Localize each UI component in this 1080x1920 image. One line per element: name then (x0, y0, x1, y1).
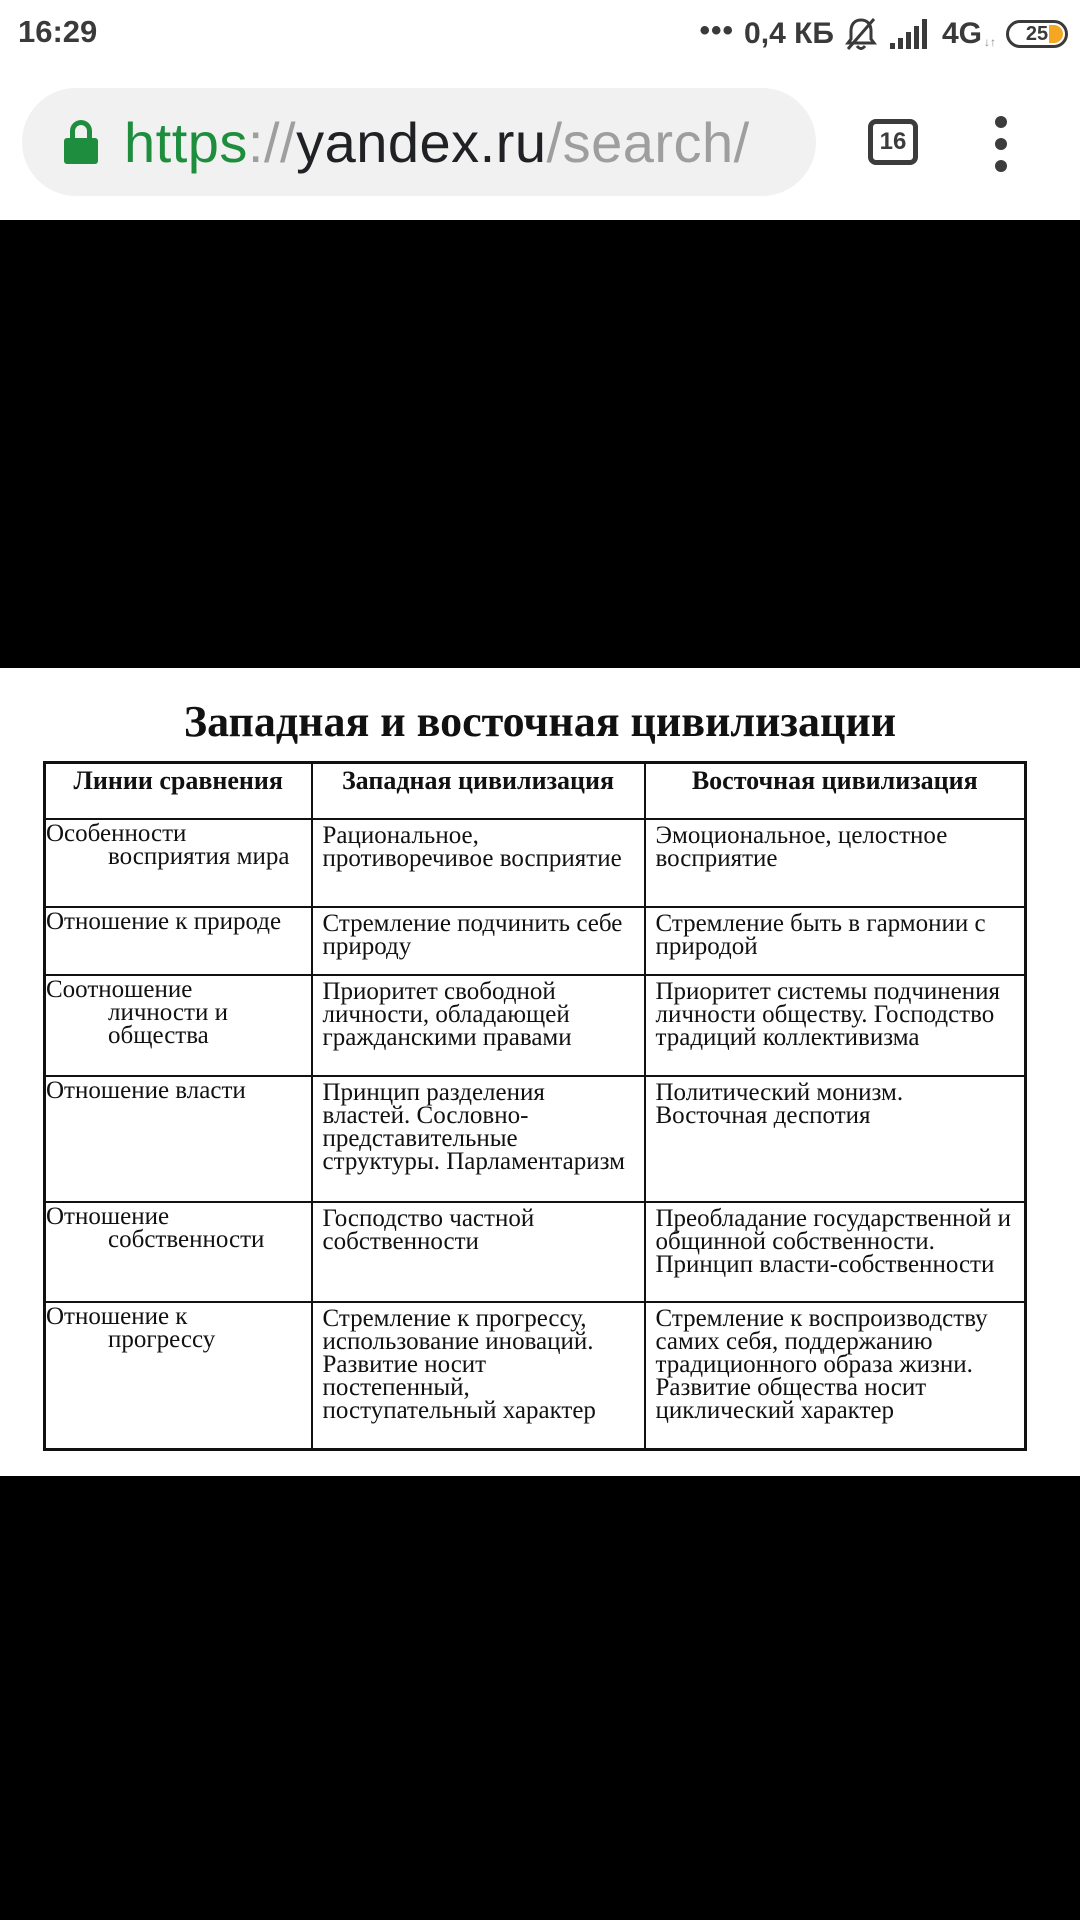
table-header-row (45, 763, 1026, 819)
signal-strength-icon (888, 17, 932, 51)
network-speed: 0,4 КБ (744, 17, 834, 50)
east-cell: Преобладание государственной и общинной собственности. Принцип власти-собственности (645, 1202, 1026, 1302)
tab-switcher-button[interactable]: 16 (868, 119, 918, 165)
menu-dot-icon (995, 116, 1007, 128)
battery-level: 25 (1025, 22, 1049, 45)
status-bar (0, 0, 1080, 68)
url-host: yandex.ru (296, 110, 547, 174)
west-cell: Приоритет свободной личности, обладающей гражданскими правами (312, 975, 645, 1076)
table-row (45, 1202, 1026, 1302)
east-cell: Стремление к воспроизводству самих себя, поддержанию традиционного образа жизни. Развитие общества носит циклический характер (645, 1302, 1026, 1450)
comparison-line-cell (45, 975, 312, 1076)
line-label-first: Особенности (46, 819, 187, 847)
comparison-line-cell (45, 1076, 312, 1202)
column-header: Восточная цивилизация (645, 763, 1026, 819)
network-type-label: 4G (941, 17, 982, 50)
line-label-first: Отношение (46, 1202, 170, 1230)
east-cell: Приоритет системы подчинения личности обществу. Господство традиций коллективизма (645, 975, 1026, 1076)
east-cell: Эмоциональное, целостное восприятие (645, 819, 1026, 907)
comparison-line-cell (45, 907, 312, 975)
document-title: Западная и восточная цивилизации (183, 697, 897, 746)
url-path: /search/ (546, 110, 750, 174)
table-row (45, 1076, 1026, 1202)
bell-muted-icon (844, 16, 878, 52)
address-bar[interactable] (22, 88, 816, 196)
url-text[interactable] (124, 110, 750, 175)
network-type (942, 17, 996, 51)
west-cell: Стремление к прогрессу, использование иноваций. Развитие носит постепенный, поступательный характер (312, 1302, 645, 1450)
line-label-first: Отношение власти (46, 1076, 246, 1104)
comparison-line-cell (45, 1302, 312, 1450)
line-label-rest: собственности (108, 1225, 265, 1253)
comparison-line-cell (45, 1202, 312, 1302)
table-row (45, 819, 1026, 907)
east-cell: Политический монизм. Восточная деспотия (645, 1076, 1026, 1202)
menu-dot-icon (995, 138, 1007, 150)
west-cell: Господство частной собственности (312, 1202, 645, 1302)
line-label-rest: личности и общества (108, 998, 228, 1049)
browser-toolbar (0, 68, 1080, 220)
column-header: Западная цивилизация (312, 763, 645, 819)
battery-icon (1006, 20, 1068, 48)
more-notifications-icon: ••• (699, 14, 735, 47)
line-label-first: Отношение к природе (46, 907, 282, 935)
overflow-menu-button[interactable] (986, 116, 1016, 172)
table-row (45, 1302, 1026, 1450)
line-label-first: Отношение к (46, 1302, 188, 1330)
comparison-table (43, 761, 1027, 1451)
west-cell: Принцип разделения властей. Сословно-представительные структуры. Парламентаризм (312, 1076, 645, 1202)
east-cell: Стремление быть в гармонии с природой (645, 907, 1026, 975)
battery-fill (1049, 25, 1063, 43)
table-row (45, 975, 1026, 1076)
status-time: 16:29 (18, 14, 98, 49)
column-header: Линии сравнения (45, 763, 312, 819)
url-scheme: https (124, 110, 248, 174)
line-label-rest: восприятия мира (108, 842, 290, 870)
viewed-image[interactable] (0, 668, 1080, 1476)
lock-icon[interactable] (64, 120, 98, 164)
line-label-first: Соотношение (46, 975, 193, 1003)
status-indicators (700, 12, 1068, 56)
table-row (45, 907, 1026, 975)
line-label-rest: прогрессу (108, 1325, 216, 1353)
west-cell: Стремление подчинить себе природу (312, 907, 645, 975)
menu-dot-icon (995, 160, 1007, 172)
comparison-line-cell (45, 819, 312, 907)
west-cell: Рациональное, противоречивое восприятие (312, 819, 645, 907)
url-separator: :// (247, 110, 297, 174)
lock-body (64, 138, 98, 164)
data-arrows-icon: ↓↑ (984, 35, 996, 49)
